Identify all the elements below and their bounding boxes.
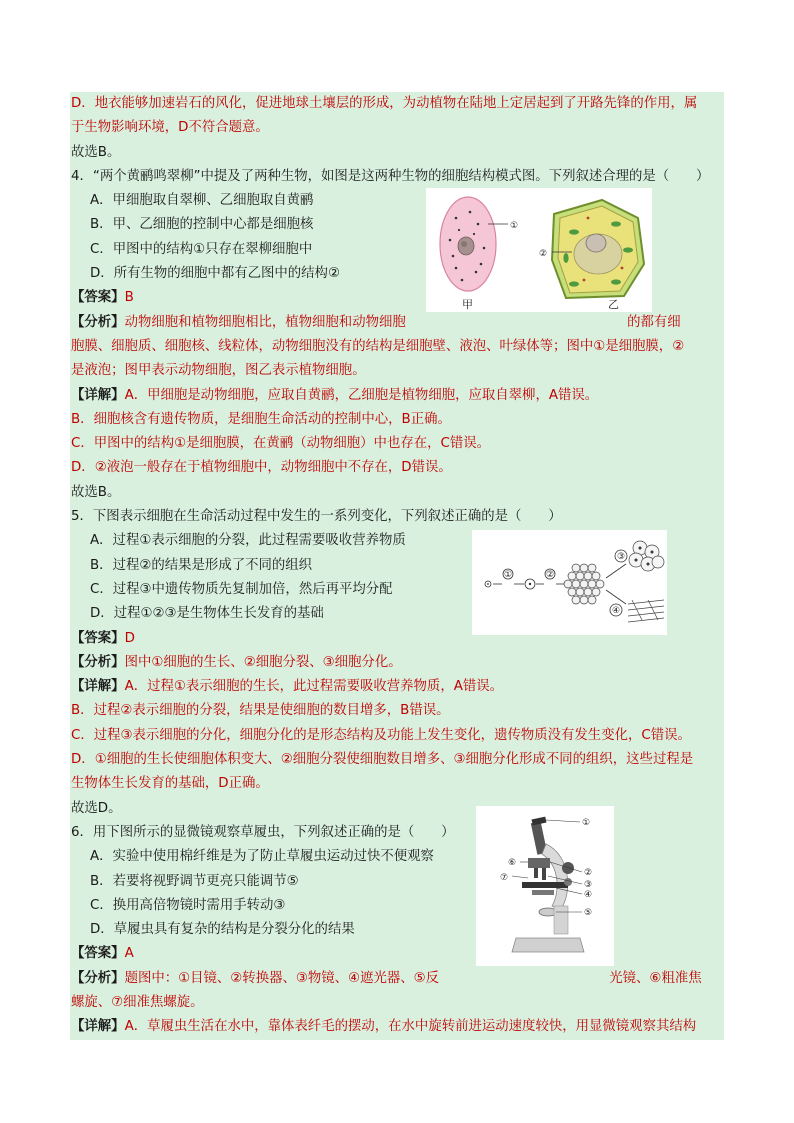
- line-text: D．所有生物的细胞中都有乙图中的结构②: [90, 266, 340, 282]
- text-line: [70, 894, 724, 918]
- line-text: 4．“两个黄鹂鸣翠柳”中提及了两种生物，如图是这两种生物的细胞结构模式图。下列叙述合理的是（ ）: [71, 168, 710, 184]
- section-tag: 【详解】: [71, 1019, 125, 1035]
- line-text: D．①细胞的生长使细胞体积变大、②细胞分裂使细胞数目增多、③细胞分化形成不同的组织，这些过程是: [71, 752, 694, 768]
- cell-structure-figure: [426, 188, 652, 312]
- text-line: [70, 942, 724, 966]
- line-text: D．草履虫具有复杂的结构是分裂分化的结果: [90, 922, 355, 938]
- text-line: [70, 141, 724, 165]
- line-text: 图中①细胞的生长、②细胞分裂、③细胞分化。: [124, 654, 402, 670]
- line-text: B: [124, 290, 134, 306]
- line-text: 生物体生长发育的基础，D正确。: [71, 776, 269, 792]
- animal-cell: [440, 197, 508, 291]
- text-line: [70, 481, 724, 505]
- text-line: [70, 651, 724, 675]
- line-text: 5．下图表示细胞在生命活动过程中发生的一系列变化，下列叙述正确的是（ ）: [71, 509, 562, 525]
- text-line: [70, 359, 724, 383]
- line-text: A．甲细胞是动物细胞，应取自黄鹂，乙细胞是植物细胞，应取自翠柳，A错误。: [124, 387, 599, 403]
- section-tag: 【详解】: [71, 387, 125, 403]
- microscope-label-2: ②: [584, 868, 593, 878]
- microscope-svg: [476, 806, 614, 966]
- text-line: [70, 967, 724, 991]
- section-tag: 【答案】: [71, 630, 125, 646]
- line-text: A．甲细胞取自翠柳、乙细胞取自黄鹂: [90, 193, 314, 209]
- line-text: B．细胞核含有遗传物质，是细胞生命活动的控制中心，B正确。: [71, 411, 451, 427]
- text-line: [70, 845, 724, 869]
- cell-process-figure: [472, 530, 667, 635]
- line-text: 题图中：①目镜、②转换器、③物镜、④遮光器、⑤反 光镜、⑥粗准焦: [124, 970, 702, 986]
- line-text: C．甲图中的结构①是细胞膜，在黄鹂（动物细胞）中也存在，C错误。: [71, 436, 491, 452]
- line-text: 是液泡；图甲表示动物细胞，图乙表示植物细胞。: [71, 363, 366, 379]
- text-line: [70, 918, 724, 942]
- text-line: [70, 311, 724, 335]
- line-text: D．②液泡一般存在于植物细胞中，动物细胞中不存在，D错误。: [71, 460, 452, 476]
- line-text: C．甲图中的结构①只存在翠柳细胞中: [90, 241, 313, 257]
- line-text: C．过程③中遗传物质先复制加倍，然后再平均分配: [90, 581, 393, 597]
- line-text: 螺旋、⑦细准焦螺旋。: [71, 994, 204, 1010]
- text-line: [70, 748, 724, 772]
- microscope-label-5: ⑤: [584, 908, 593, 918]
- text-line: [70, 384, 724, 408]
- text-line: [70, 456, 724, 480]
- label-1: ①: [510, 221, 519, 231]
- text-line: [70, 165, 724, 189]
- line-text: C．换用高倍物镜时需用手转动③: [90, 897, 286, 913]
- line-text: B．过程②表示细胞的分裂，结果是使细胞的数目增多，B错误。: [71, 703, 450, 719]
- line-text: 6．用下图所示的显微镜观察草履虫，下列叙述正确的是（ ）: [71, 824, 455, 840]
- line-text: B．过程②的结果是形成了不同的组织: [90, 557, 313, 573]
- line-text: 胞膜、细胞质、细胞核、线粒体，动物细胞没有的结构是细胞壁、液泡、叶绿体等；图中①是细胞膜，②: [71, 338, 685, 354]
- text-line: [70, 92, 724, 116]
- process-label-3: ③: [617, 552, 626, 562]
- line-text: 于生物影响环境，D不符合题意。: [71, 120, 269, 136]
- microscope-body: [512, 817, 584, 952]
- text-line: [70, 772, 724, 796]
- cell-structure-svg: [426, 188, 652, 312]
- cell-cluster: [564, 564, 604, 604]
- text-line: [70, 335, 724, 359]
- microscope-label-7: ⑦: [500, 873, 509, 883]
- line-text: 故选B。: [71, 144, 121, 160]
- text-line: [70, 408, 724, 432]
- line-text: C．过程③表示细胞的分化，细胞分化的是形态结构及功能上发生变化，遗传物质没有发生变化，C错误。: [71, 727, 691, 743]
- text-line: [70, 724, 724, 748]
- microscope-label-3: ③: [584, 880, 593, 890]
- tissue-elongated: [628, 600, 664, 622]
- line-text: D．过程①②③是生物体生长发育的基础: [90, 606, 324, 622]
- text-line: [70, 991, 724, 1015]
- line-text: A．实验中使用棉纤维是为了防止草履虫运动过快不便观察: [90, 849, 434, 865]
- process-label-1: ①: [504, 570, 513, 580]
- line-text: 故选D。: [71, 800, 122, 816]
- text-line: [70, 505, 724, 529]
- line-text: B．甲、乙细胞的控制中心都是细胞核: [90, 217, 314, 233]
- microscope-figure: [476, 806, 614, 966]
- text-line: [70, 797, 724, 821]
- process-label-4: ④: [612, 606, 621, 616]
- microscope-label-4: ④: [584, 890, 593, 900]
- label-2: ②: [539, 249, 548, 259]
- line-text: A: [124, 946, 134, 962]
- line-text: A．过程①表示细胞的生长，此过程需要吸收营养物质，A错误。: [124, 679, 504, 695]
- text-line: [70, 432, 724, 456]
- line-text: B．若要将视野调节更亮只能调节⑤: [90, 873, 299, 889]
- plant-cell: [552, 200, 644, 298]
- caption-plant-cell: 乙: [608, 298, 619, 311]
- line-text: D: [124, 630, 135, 646]
- text-line: [70, 116, 724, 140]
- text-line: [70, 675, 724, 699]
- line-text: 动物细胞和植物细胞相比，植物细胞和动物细胞 的都有细: [124, 314, 681, 330]
- caption-animal-cell: 甲: [462, 298, 473, 311]
- cell-process-svg: [472, 530, 667, 635]
- line-text: D．地衣能够加速岩石的风化，促进地球土壤层的形成，为动植物在陆地上定居起到了开路先锋的作用，属: [71, 96, 698, 111]
- section-tag: 【分析】: [71, 970, 125, 986]
- microscope-label-1: ①: [582, 818, 591, 828]
- text-line: [70, 1015, 724, 1039]
- section-tag: 【分析】: [71, 314, 125, 330]
- section-tag: 【详解】: [71, 679, 125, 695]
- section-tag: 【分析】: [71, 654, 125, 670]
- text-line: [70, 821, 724, 845]
- text-line: [70, 699, 724, 723]
- section-tag: 【答案】: [71, 290, 125, 306]
- microscope-label-6: ⑥: [508, 858, 517, 868]
- line-text: A．草履虫生活在水中，靠体表纤毛的摆动，在水中旋转前进运动速度较快，用显微镜观察其结构: [124, 1019, 697, 1035]
- line-text: 故选B。: [71, 484, 121, 500]
- process-label-2: ②: [546, 570, 555, 580]
- text-line: [70, 870, 724, 894]
- tissue-round: [629, 541, 664, 571]
- line-text: A．过程①表示细胞的分裂，此过程需要吸收营养物质: [90, 533, 406, 549]
- section-tag: 【答案】: [71, 946, 125, 962]
